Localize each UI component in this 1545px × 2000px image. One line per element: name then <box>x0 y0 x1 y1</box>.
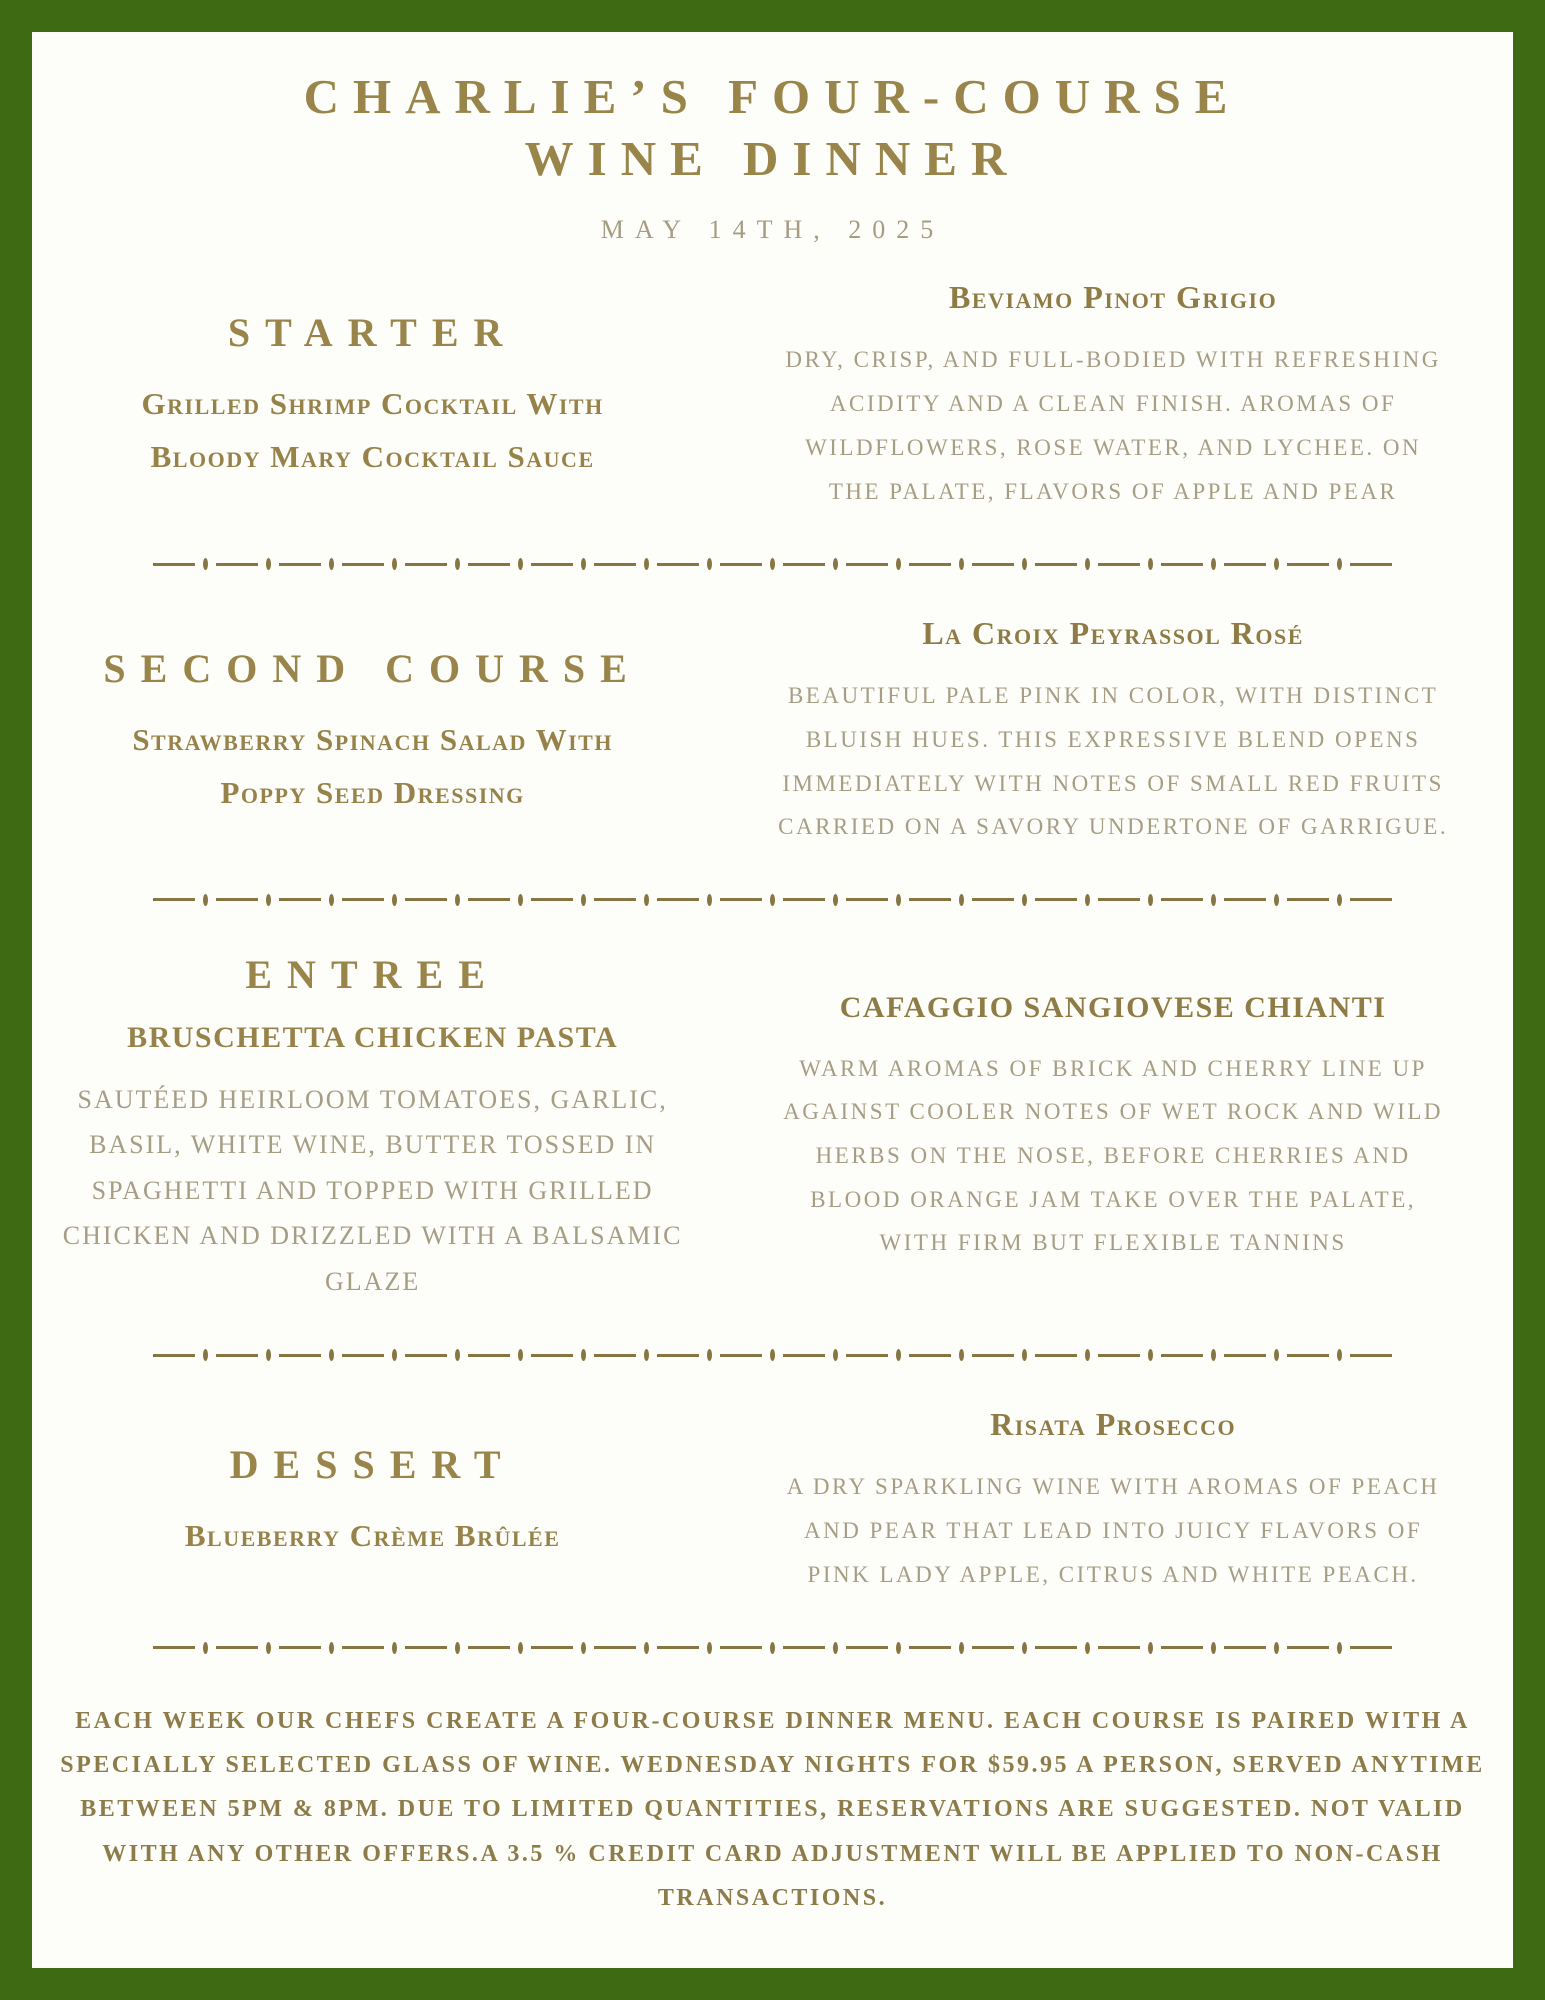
course-section-entree <box>32 951 1513 1305</box>
wine-pairing <box>713 279 1513 513</box>
section-divider <box>145 1641 1400 1655</box>
wine-pairing <box>713 991 1513 1265</box>
wine-name: Risata Prosecco <box>990 1406 1237 1443</box>
course-heading: STARTER <box>227 310 518 356</box>
dish-name: Grilled Shrimp Cocktail With Bloody Mary Cocktail Sauce <box>141 386 604 474</box>
wine-description: WARM AROMAS OF BRICK AND CHERRY LINE UP AGAINST COOLER NOTES OF WET ROCK AND WILD HERBS ON THE NOSE, BEFORE CHERRIES AND BLOOD ORANGE JAM TAKE OVER THE PALATE, WITH FIRM BUT FLEXIBLE TANNINS <box>783 1055 1444 1256</box>
wine-description: BEAUTIFUL PALE PINK IN COLOR, WITH DISTINCT BLUISH HUES. THIS EXPRESSIVE BLEND OPENS IMMEDIATELY WITH NOTES OF SMALL RED FRUITS CARRIED ON A SAVORY UNDERTONE OF GARRIGUE. <box>778 683 1449 840</box>
dish-description: SAUTÉED HEIRLOOM TOMATOES, GARLIC, BASIL, WHITE WINE, BUTTER TOSSED IN SPAGHETTI AND TOPPED WITH GRILLED CHICKEN AND DRIZZLED WITH A BALSAMIC GLAZE <box>62 1084 683 1296</box>
wine-pairing <box>713 615 1513 849</box>
menu-title: CHARLIE’S FOUR-COURSE WINE DINNER <box>303 69 1242 186</box>
course-info <box>32 951 713 1305</box>
dish-name: BRUSCHETTA CHICKEN PASTA <box>127 1020 619 1054</box>
section-divider <box>145 557 1400 571</box>
wine-pairing <box>713 1406 1513 1596</box>
footer-note: EACH WEEK OUR CHEFS CREATE A FOUR-COURSE DINNER MENU. EACH COURSE IS PAIRED WITH A SPECIALLY SELECTED GLASS OF WINE. WEDNESDAY NIGHTS FOR $59.95 A PERSON, SERVED ANYTIME BETWEEN 5PM & 8PM. DUE TO LIMITED QUANTITIES, RESERVATIONS ARE SUGGESTED. NOT VALID WITH ANY OTHER OFFERS.A 3.5 % CREDIT CARD ADJUSTMENT WILL BE APPLIED TO NON-CASH TRANSACTIONS. <box>60 1707 1485 1912</box>
course-heading: ENTREE <box>245 951 500 997</box>
menu-date: MAY 14TH, 2025 <box>600 215 945 245</box>
course-heading: DESSERT <box>229 1441 516 1487</box>
course-heading: SECOND COURSE <box>103 645 642 691</box>
dish-name: Blueberry Crème Brûlée <box>184 1517 561 1553</box>
section-divider <box>145 893 1400 907</box>
wine-name: La Croix Peyrassol Rosé <box>922 615 1304 652</box>
course-info <box>32 645 713 819</box>
section-divider <box>145 1348 1400 1362</box>
course-info <box>32 309 713 483</box>
course-section-dessert <box>32 1406 1513 1596</box>
dish-name: Strawberry Spinach Salad With Poppy Seed Dressing <box>132 721 613 810</box>
menu-page <box>32 32 1513 1968</box>
wine-name: CAFAGGIO SANGIOVESE CHIANTI <box>839 990 1387 1024</box>
wine-description: A DRY SPARKLING WINE WITH AROMAS OF PEACH AND PEAR THAT LEAD INTO JUICY FLAVORS OF PINK LADY APPLE, CITRUS AND WHITE PEACH. <box>786 1474 1440 1587</box>
course-info <box>32 1441 713 1563</box>
course-section-starter <box>32 279 1513 513</box>
wine-description: DRY, CRISP, AND FULL-BODIED WITH REFRESHING ACIDITY AND A CLEAN FINISH. AROMAS OF WILDFLOWERS, ROSE WATER, AND LYCHEE. ON THE PALATE, FLAVORS OF APPLE AND PEAR <box>785 347 1441 504</box>
wine-name: Beviamo Pinot Grigio <box>949 279 1278 316</box>
course-section-second-course <box>32 615 1513 849</box>
